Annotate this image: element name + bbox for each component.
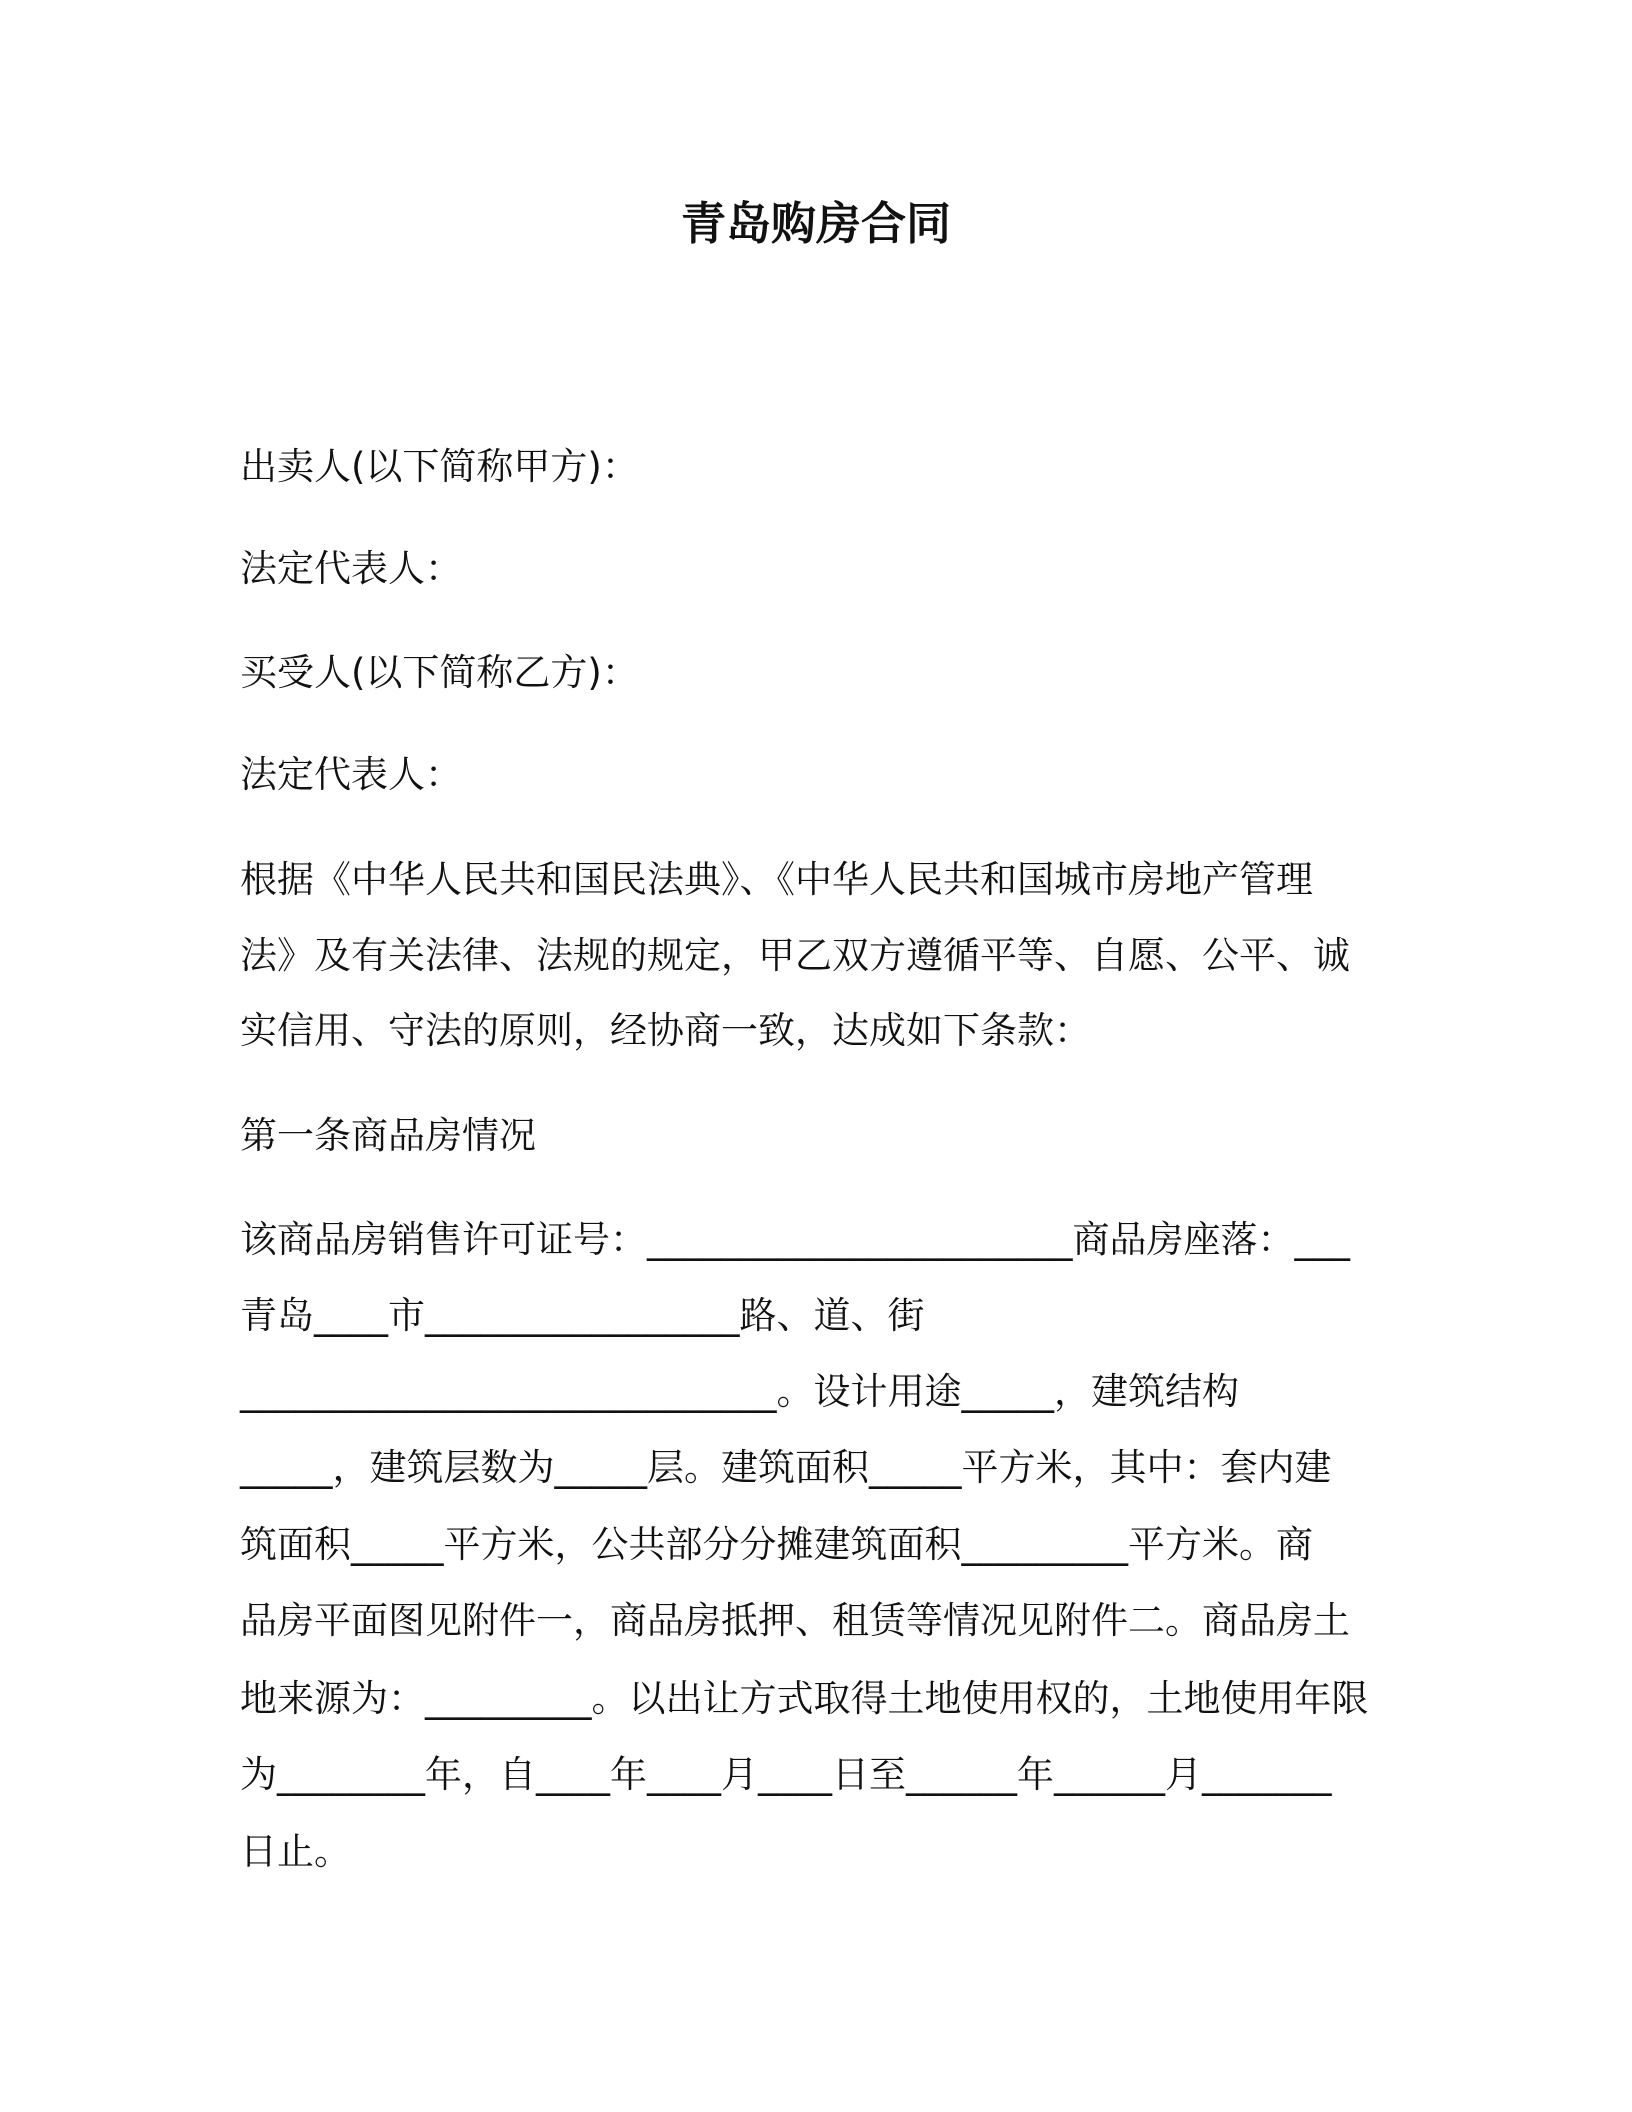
document-title: 青岛购房合同 (680, 197, 951, 250)
article-line: 筑面积_____平方米，公共部分分摊建筑面积_________平方米。商 (240, 1523, 1313, 1566)
article-heading: 第一条商品房情况 (240, 1114, 536, 1157)
seller-label: 出卖人(以下简称甲方)： (240, 445, 639, 488)
article-line: 该商品房销售许可证号：_______________________商品房座落：___ (240, 1218, 1350, 1261)
article-line: _____，建筑层数为_____层。建筑面积_____平方米，其中：套内建 (240, 1446, 1332, 1489)
buyer-legal-representative-label: 法定代表人： (240, 753, 462, 796)
preamble-line: 法》及有关法律、法规的规定，甲乙双方遵循平等、自愿、公平、诚 (240, 934, 1350, 977)
article-line: 日止。 (240, 1830, 351, 1873)
seller-legal-representative-label: 法定代表人： (240, 547, 462, 590)
article-line: 为________年，自____年____月____日至______年______月_______ (240, 1753, 1332, 1796)
article-line: 青岛____市_________________路、道、街 (240, 1294, 925, 1337)
article-line: 地来源为：_________。以出让方式取得土地使用权的，土地使用年限 (240, 1677, 1369, 1720)
article-line: _____________________________。设计用途_____，建筑结构 (240, 1370, 1239, 1413)
article-line: 品房平面图见附件一，商品房抵押、租赁等情况见附件二。商品房土 (240, 1599, 1350, 1642)
preamble-line: 实信用、守法的原则，经协商一致，达成如下条款： (240, 1009, 1091, 1052)
buyer-label: 买受人(以下简称乙方)： (240, 651, 639, 694)
preamble-line: 根据《中华人民共和国民法典》、《中华人民共和国城市房地产管理 (240, 858, 1313, 901)
